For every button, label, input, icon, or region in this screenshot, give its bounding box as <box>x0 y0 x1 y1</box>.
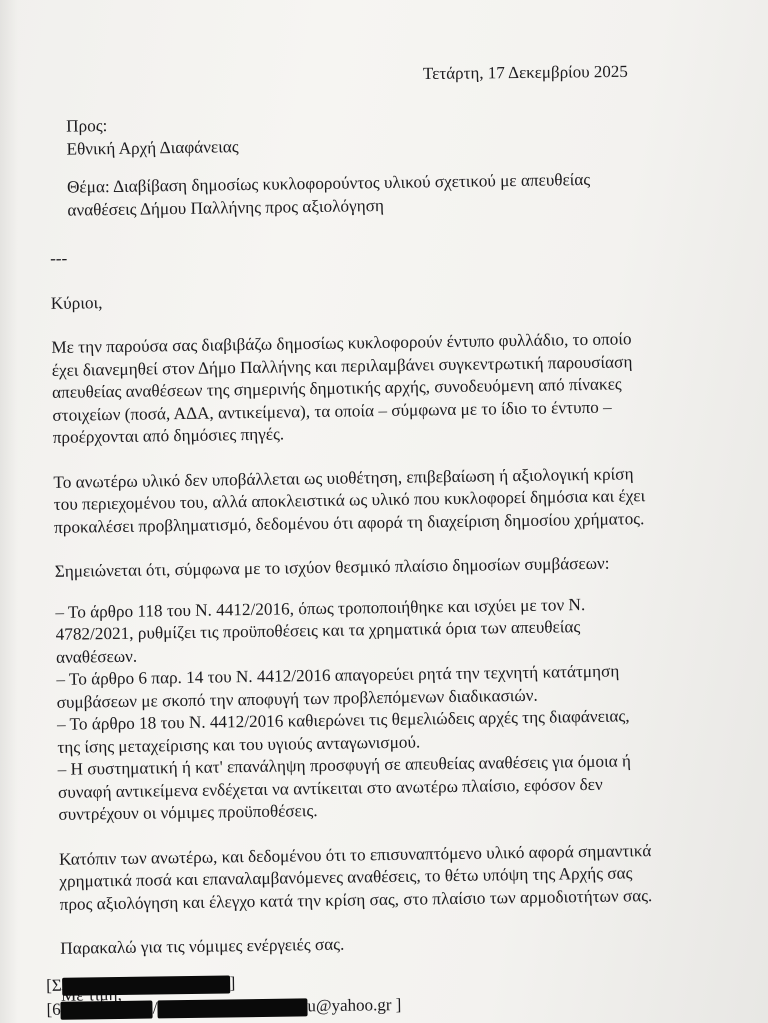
separator: --- <box>49 248 68 268</box>
list-line: συντρέχουν οι νόμιμες προϋποθέσεις. <box>58 801 318 824</box>
text-line: Κατόπιν των ανωτέρω, και δεδομένου ότι το επισυναπτόμενο υλικό αφορά σημαντικά <box>58 840 652 869</box>
sig-name-end: ] <box>229 973 236 993</box>
redaction-bar <box>62 976 230 996</box>
recipient-name: Εθνική Αρχή Διαφάνειας <box>66 136 239 159</box>
paragraph-conclusion <box>55 838 736 916</box>
subject-block <box>45 167 726 222</box>
sig-name-start: [Σ <box>46 975 62 995</box>
signature-block <box>46 969 402 1022</box>
list-line: 4782/2021, ρυθμίζει τις προϋποθέσεις και τα χρηματικά όρια των απευθείας <box>55 617 581 644</box>
letter-date: Τετάρτη, 17 Δεκεμβρίου 2025 <box>422 61 628 83</box>
list-line: – Το άρθρο 18 του Ν. 4412/2016 καθιερώνει τις θεμελιώδεις αρχές της διαφάνειας, <box>56 706 630 734</box>
list-line: συμβάσεων με σκοπό την αποφυγή των προβλεπόμενων διαδικασιών. <box>56 685 538 712</box>
list-line: συναφή αντικείμενα ενδέχεται να αντίκειται στο ανωτέρω πλαίσιο, εφόσον δεν <box>57 774 603 802</box>
list-line: – Το άρθρο 6 παρ. 14 του Ν. 4412/2016 απαγορεύει ρητά την τεχνητή κατάτμηση <box>56 661 620 689</box>
text-line: προέρχονται από δημόσιες πηγές. <box>52 424 285 447</box>
signature-contact-line <box>46 993 401 1022</box>
recipient-label: Προς: <box>66 116 108 136</box>
legal-list <box>51 591 734 826</box>
text-line: Το ανωτέρω υλικό δεν υποβάλλεται ως υιοθέτηση, επιβεβαίωση ή αξιολογική κρίση <box>53 463 634 492</box>
sig-contact-email: u@yahoo.gr ] <box>307 995 402 1016</box>
letter-body <box>44 106 737 1007</box>
text-line: Με την παρούσα σας διαβιβάζω δημοσίως κυκλοφορούν έντυπο φυλλάδιο, το οποίο <box>51 329 632 357</box>
redaction-bar <box>157 998 307 1018</box>
request-line: Παρακαλώ για τις νόμιμες ενέργειές σας. <box>60 934 345 958</box>
list-line: αναθέσεων. <box>55 646 138 667</box>
recipient-block <box>44 106 725 161</box>
text-line: του περιεχομένου του, αλλά αποκλειστικά ως υλικό που κυκλοφορεί δημόσια και έχει <box>53 486 646 514</box>
paragraph-framework: Σημειώνεται ότι, σύμφωνα με το ισχύον θεσμικό πλαίσιο δημοσίων συμβάσεων: <box>54 553 610 581</box>
text-line: προκαλέσει προβληματισμό, δεδομένου ότι αφορά τη διαχείριση δημοσίου χρήματος. <box>53 508 645 537</box>
greeting: Κύριοι, <box>50 292 103 313</box>
paragraph-disclaimer <box>49 461 730 539</box>
sig-contact-mid: / <box>152 998 158 1018</box>
list-line: – Το άρθρο 118 του Ν. 4412/2016, όπως τροποποιήθηκε και ισχύει με τον Ν. <box>55 594 586 622</box>
text-line: έχει διανεμηθεί στον Δήμο Παλλήνης και περιλαμβάνει συγκεντρωτική παρουσίαση <box>51 351 633 380</box>
text-line: απευθείας αναθέσεων της σημερινής δημοτικής αρχής, συνοδευόμενη από πίνακες <box>51 374 622 402</box>
list-line: της ίσης μεταχείρισης και του υγιούς ανταγωνισμού. <box>57 731 421 757</box>
sig-contact-start: [6 <box>46 999 61 1019</box>
subject-line: Θέμα: Διαβίβαση δημοσίως κυκλοφορούντος υλικού σχετικού με απευθείας <box>66 169 591 197</box>
page-shadow <box>0 0 18 1023</box>
list-line: – Η συστηματική ή κατ' επανάληψη προσφυγή σε απευθείας αναθέσεις για όμοια ή <box>57 751 632 779</box>
paragraph-intro <box>47 327 729 450</box>
text-line: στοιχείων (ποσά, ΑΔΑ, αντικείμενα), τα οποία – σύμφωνα με το ίδιο το έντυπο – <box>52 397 612 425</box>
subject-line: αναθέσεις Δήμου Παλλήνης προς αξιολόγηση <box>67 195 385 220</box>
text-line: χρηματικά ποσά και επαναλαμβανόμενες αναθέσεις, το θέτω υπόψη της Αρχής σας <box>59 863 633 891</box>
redaction-bar <box>61 1001 153 1020</box>
text-line: προς αξιολόγηση και έλεγχο κατά την κρίση σας, στο πλαίσιο των αρμοδιοτήτων σας. <box>59 885 653 914</box>
